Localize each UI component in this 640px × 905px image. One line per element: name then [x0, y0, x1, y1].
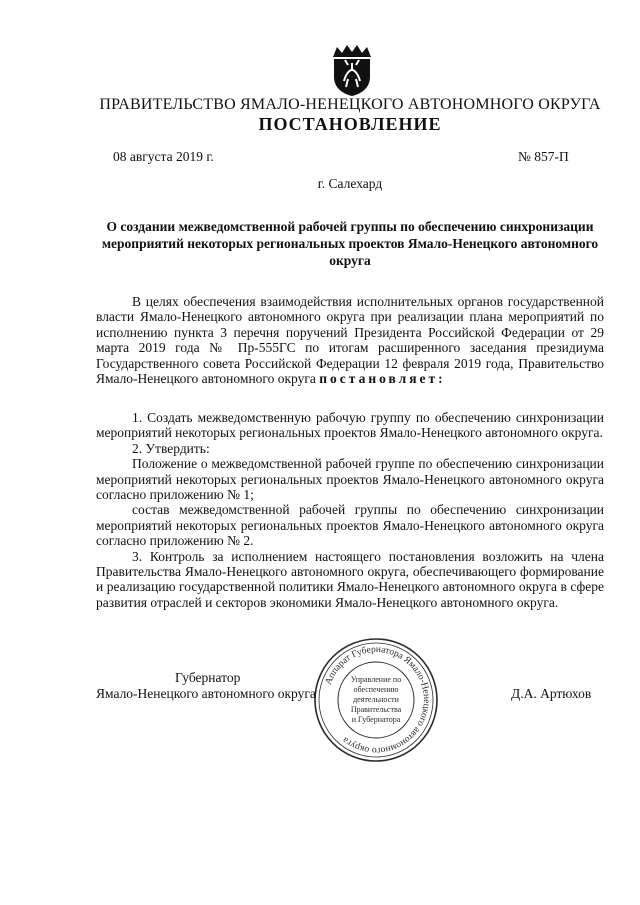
- document-date: 08 августа 2019 г.: [113, 149, 214, 164]
- stamp-center-line: Правительства: [350, 705, 402, 714]
- preamble-text: В целях обеспечения взаимодействия исполнительных органов государственной власти Ямало-Ненецкого автономного округа при реализации плана мероприятий по исполнению пункта 3 перечня поручений Президента Российской Федерации от 29 марта 2019 года № Пр-555ГС по итогам расширенного заседания президиума Государственного совета Российской Федерации 12 февраля 2019 года, Правительство Ямало-Ненецкого автономного округа: [96, 294, 604, 387]
- item-approve: 2. Утвердить:: [132, 440, 210, 456]
- stamp-center-line: Управление по: [350, 675, 402, 684]
- stamp-center-line: обеспечению: [353, 685, 399, 694]
- item-approve-composition: состав межведомственной рабочей группы по обеспечению синхронизации мероприятий некоторых региональных проектов Ямало-Ненецкого автономного округа согласно приложению № 2.: [96, 502, 604, 549]
- document-type: ПОСТАНОВЛЕНИЕ: [258, 114, 442, 134]
- preamble: [96, 294, 604, 386]
- signature-name: Д.А. Артюхов: [511, 686, 592, 701]
- stamp-center-line: деятельности: [353, 695, 399, 704]
- item-approve-regulation: Положение о межведомственной рабочей группе по обеспечению синхронизации мероприятий некоторых региональных проектов Ямало-Ненецкого автономного округа согласно приложению № 1;: [96, 456, 604, 503]
- signature-region: Ямало-Ненецкого автономного округа: [96, 686, 316, 701]
- resolves-word: постановляет:: [319, 371, 446, 387]
- item-control: 3. Контроль за исполнением настоящего постановления возложить на члена Правительства Ямало-Ненецкого автономного округа, обеспечивающего формирование и реализацию государственной политики Ямало-Ненецкого автономного округа в сфере развития отраслей и секторов экономики Ямало-Ненецкого автономного округа.: [96, 548, 604, 610]
- stamp-ring-text: Аппарат Губернатора Ямало-Ненецкого автономного округа: [323, 644, 432, 756]
- item-create: 1. Создать межведомственную рабочую группу по обеспечению синхронизации мероприятий некоторых региональных проектов Ямало-Ненецкого автономного округа.: [96, 410, 604, 441]
- organization-name: ПРАВИТЕЛЬСТВО ЯМАЛО-НЕНЕЦКОГО АВТОНОМНОГО ОКРУГА: [99, 96, 601, 113]
- yamal-coat-of-arms-icon: [330, 43, 374, 97]
- stamp-center-line: и Губернатора: [351, 715, 401, 724]
- official-stamp: [312, 636, 440, 764]
- signature-position: Губернатор: [175, 670, 241, 685]
- document-city: г. Салехард: [317, 176, 383, 191]
- document-title: О создании межведомственной рабочей группы по обеспечению синхронизации мероприятий некоторых региональных проектов Ямало-Ненецкого автономного округа: [101, 219, 599, 268]
- document-number: № 857-П: [518, 149, 569, 164]
- decree-items: [96, 410, 604, 610]
